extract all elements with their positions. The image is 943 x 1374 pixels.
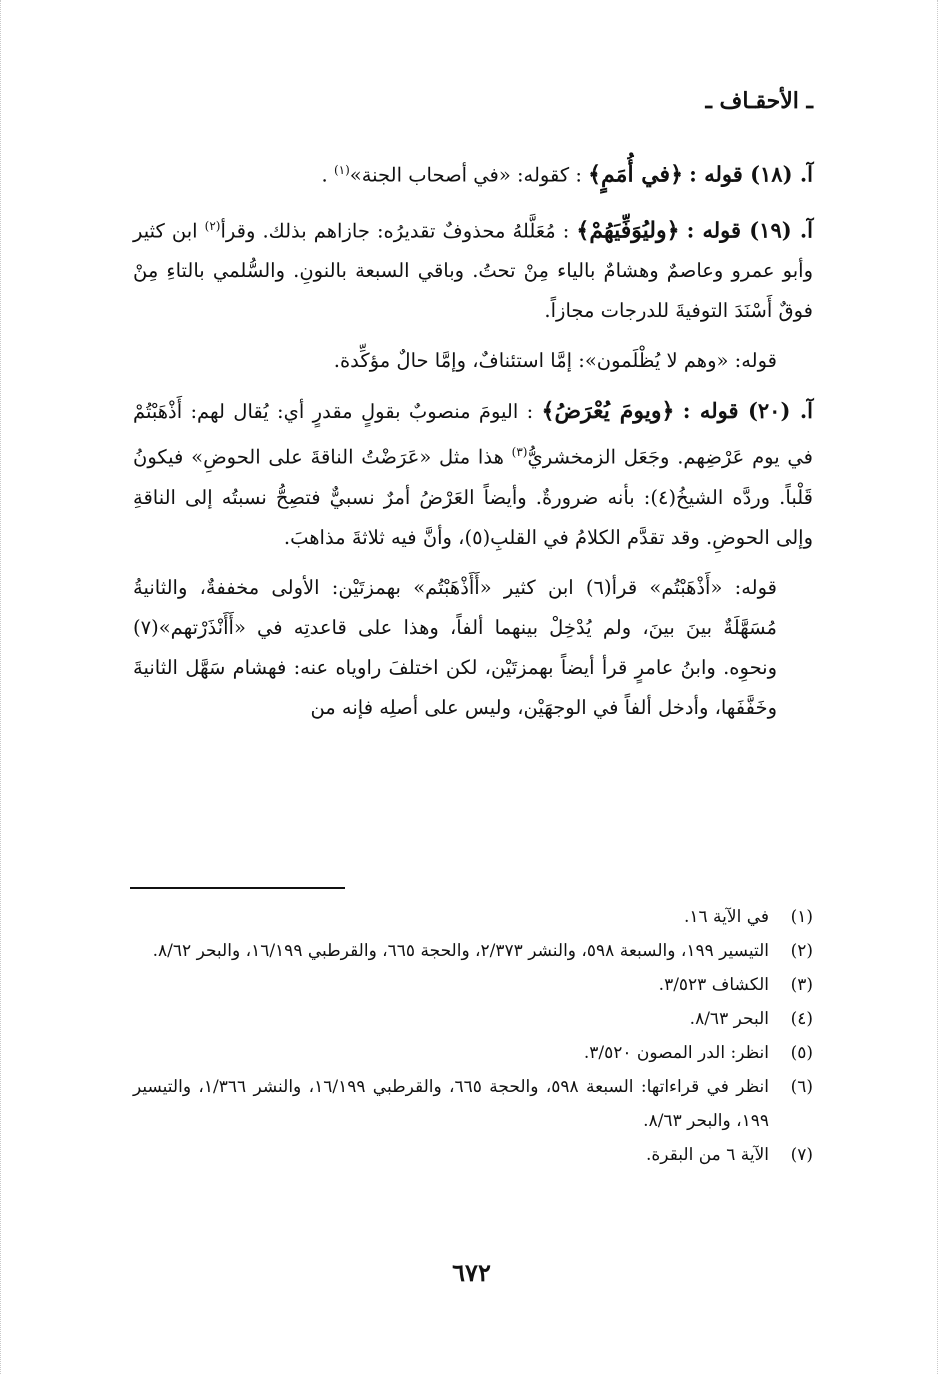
commentary-tail: . [321,163,328,187]
commentary-text: : كقوله: «في أصحاب الجنة» [349,163,582,187]
footnote-text: البحر ٨/٦٣. [689,1009,769,1029]
quran-quote: ﴿وليُوَفِّيَهُمْ﴾ [576,217,680,243]
commentary-text: قوله: «وهم لا يُظْلَمون»: إمَّا استئنافٌ، وإمَّا حالٌ مؤكِّدة. [333,349,777,372]
footnote-item [133,968,813,1002]
footnote-number: (٥) [790,1043,813,1063]
commentary-text: قوله: «أَذْهَبْتُم» قرأ(٦) ابن كثير «أَأَذْهَبْتُم» بهمزتَيْن: الأولى مخففةٌ، والثانيةُ مُسَهَّلَةٌ بينَ بينَ، ولم يُدْخِلْ بينهما ألفاً، وهذا على قاعدتِه في «أَأَنْذَرْتهم»(٧) ونحوِه. وابنُ عامرٍ قرأ أيضاً بهمزتَيْن، لكن اختلفَ راوياه عنه: فهشام سَهَّل الثانيةَ وخَفَّفَها، وأدخل ألفاً في الوجهَيْن، وليس على أصلِه فإنه من [133,575,778,719]
footnote-number: (١) [790,907,813,927]
footnote-number: (٢) [790,941,813,961]
quran-quote: ﴿ويومَ يُعْرَضُ﴾ [541,398,675,424]
footnote-text: في الآية ١٦. [683,907,769,927]
footnote-item [133,900,813,934]
footnote-ref: (٢) [204,218,221,233]
footnote-item [133,1138,813,1172]
commentary-text: : اليومَ منصوبٌ بقولٍ مقدرٍ أي: يُقال لهم: أَذْهَبْتُمْ في يوم عَرْضِهم. وجَعَل الزمخشريُّ [133,400,813,469]
footnote-number: (٤) [790,1009,813,1029]
scan-edge-left [0,0,1,1374]
footnote-text: الآية ٦ من البقرة. [646,1145,769,1165]
paragraph-verse-20 [133,391,813,558]
verse-lead: آ. (١٨) قوله : [689,161,813,187]
running-head: ـ الأحقـاف ـ [705,88,813,114]
footnote-number: (٧) [790,1145,813,1165]
commentary-tail: هذا مثل «عَرَضْتُ الناقةَ على الحوضِ» فيكونُ قَلْباً. وردَّه الشيخُ(٤): بأنه ضرورةٌ. وأيضاً العَرْضُ أمرٌ نسبيٌّ فتصِحُّ نسبتُه إلى الناقةِ وإلى الحوضِ. وقد تقدَّم الكلامُ في القلبِ(٥)، وأنَّ فيه ثلاثةَ مذاهبَ. [133,445,813,549]
scan-edge-right [937,0,938,1374]
footnote-item [133,1070,813,1138]
footnote-text: الكشاف ٣/٥٢٣. [658,975,769,995]
footnote-item [133,1002,813,1036]
footnote-text: التيسير ١٩٩، والسبعة ٥٩٨، والنشر ٢/٣٧٣، والحجة ٦٦٥، والقرطبي ١٦/١٩٩، والبحر ٨/٦٢. [152,941,769,961]
quran-quote: ﴿في أُمَمٍ﴾ [588,161,683,188]
verse-lead: آ. (٢٠) قوله : [682,398,813,423]
footnote-ref: (١) [333,163,350,177]
verse-lead: آ. (١٩) قوله : [686,217,813,242]
commentary-text: : مُعَلَّلهُ محذوفٌ تقديرُه: جازاهم بذلك. وقرأ [220,219,570,242]
page-number: ٦٧٢ [452,1258,491,1287]
paragraph-verse-19-note [133,341,813,381]
paragraph-verse-20-reading [133,568,813,728]
footnote-ref: (٣) [511,445,528,459]
paragraph-verse-19 [133,206,813,332]
footnote-separator [130,887,345,889]
footnotes [133,900,813,1172]
footnote-number: (٦) [790,1077,813,1097]
footnote-number: (٣) [790,975,813,995]
main-text [133,150,813,738]
commentary-tail: ابن كثير وأبو عمرو وعاصمٌ وهشامٌ بالياء مِنْ تحتُ. وباقي السبعة بالنونِ. والسُّلمي بالتاءِ مِنْ فوقٌ أَسْنَدَ التوفيةَ للدرجات مجازاً. [133,219,813,322]
footnote-item [133,934,813,968]
footnote-text: انظر: الدر المصون ٣/٥٢٠. [583,1043,769,1063]
paragraph-verse-18 [133,150,813,196]
footnote-text: انظر في قراءاتها: السبعة ٥٩٨، والحجة ٦٦٥، والقرطبي ١٦/١٩٩، والنشر ١/٣٦٦، والتيسير ١٩٩، والبحر ٨/٦٣. [133,1077,769,1131]
footnote-item [133,1036,813,1070]
